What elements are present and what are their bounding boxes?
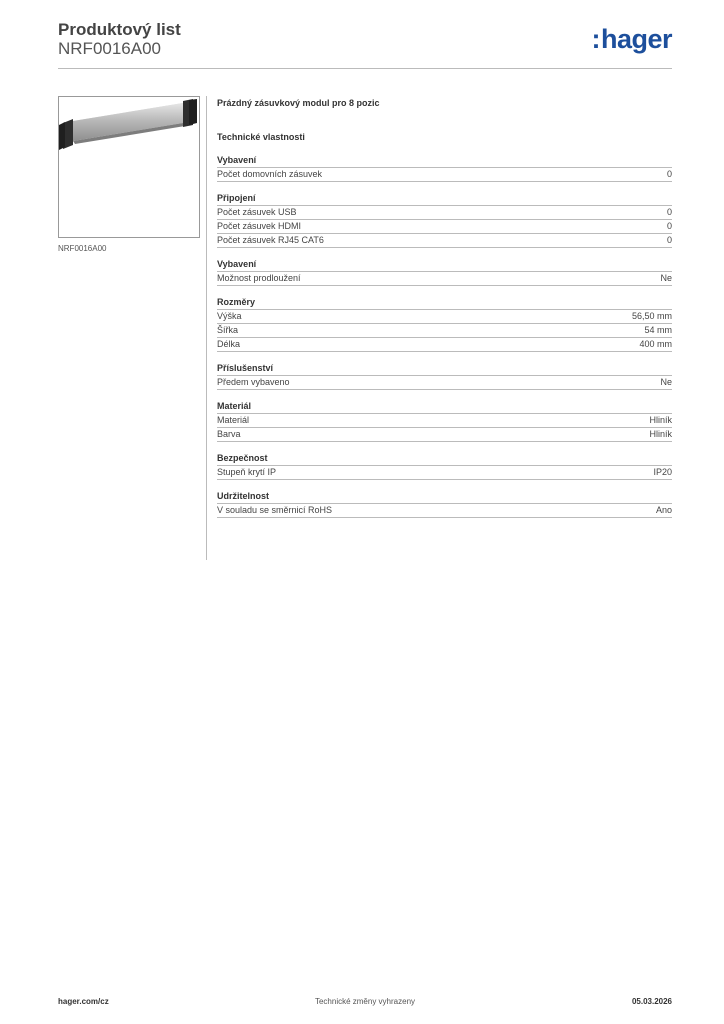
product-code: NRF0016A00 [58,39,162,58]
spec-value: 0 [666,221,672,231]
spec-value: 54 mm [644,325,672,335]
spec-value: Hliník [649,429,672,439]
section-title: Vybavení [217,258,672,272]
product-details [217,96,672,518]
spec-label: Možnost prodloužení [217,273,301,283]
spec-label: Materiál [217,415,250,425]
image-caption: NRF0016A00 [58,244,107,253]
spec-section [217,192,672,248]
page-header [58,20,672,70]
spec-label: Počet domovních zásuvek [217,169,323,179]
spec-row [217,220,672,234]
spec-value: 0 [666,207,672,217]
footer-notice: Technické změny vyhrazeny [314,997,416,1006]
spec-label: Výška [217,311,242,321]
spec-label: Počet zásuvek RJ45 CAT6 [217,235,324,245]
logo-text: hager [600,24,672,54]
section-title: Udržitelnost [217,490,672,504]
spec-row [217,324,672,338]
spec-value: Ne [660,273,672,283]
spec-row [217,414,672,428]
spec-label: Předem vybaveno [217,377,290,387]
spec-label: V souladu se směrnicí RoHS [217,505,333,515]
product-photo-icon [59,97,199,237]
footer-website: hager.com/cz [58,997,109,1006]
spec-section [217,258,672,286]
section-title: Materiál [217,400,672,414]
spec-row [217,310,672,324]
spec-value: 400 mm [639,339,672,349]
spec-section [217,490,672,518]
section-title: Příslušenství [217,362,672,376]
spec-section [217,154,672,182]
section-title: Rozměry [217,296,672,310]
spec-section [217,452,672,480]
spec-section [217,296,672,352]
spec-label: Počet zásuvek USB [217,207,297,217]
spec-value: IP20 [653,467,672,477]
spec-value: Hliník [649,415,672,425]
spec-value: Ne [660,377,672,387]
spec-value: 56,50 mm [631,311,672,321]
section-title: Bezpečnost [217,452,672,466]
spec-value: Ano [655,505,672,515]
section-title: Vybavení [217,154,672,168]
footer-date: 05.03.2026 [631,997,672,1006]
section-title: Připojení [217,192,672,206]
product-image [58,96,200,238]
spec-value: 0 [666,169,672,179]
column-divider [206,96,207,560]
hager-logo [591,24,672,55]
spec-row [217,272,672,286]
spec-label: Šířka [217,325,239,335]
product-name: Prázdný zásuvkový modul pro 8 pozic [217,98,380,108]
spec-row [217,206,672,220]
spec-section [217,362,672,390]
spec-label: Barva [217,429,241,439]
spec-section [217,400,672,442]
spec-label: Stupeň krytí IP [217,467,277,477]
spec-row [217,466,672,480]
spec-value: 0 [666,235,672,245]
header-divider [58,68,672,69]
spec-row [217,338,672,352]
spec-row [217,428,672,442]
document-title: Produktový list [58,20,181,39]
spec-row [217,234,672,248]
spec-row [217,168,672,182]
spec-sections [217,154,672,518]
spec-label: Délka [217,339,241,349]
spec-row [217,504,672,518]
spec-label: Počet zásuvek HDMI [217,221,302,231]
tech-properties-title: Technické vlastnosti [217,132,305,142]
logo-colon-icon: : [591,24,600,54]
spec-row [217,376,672,390]
